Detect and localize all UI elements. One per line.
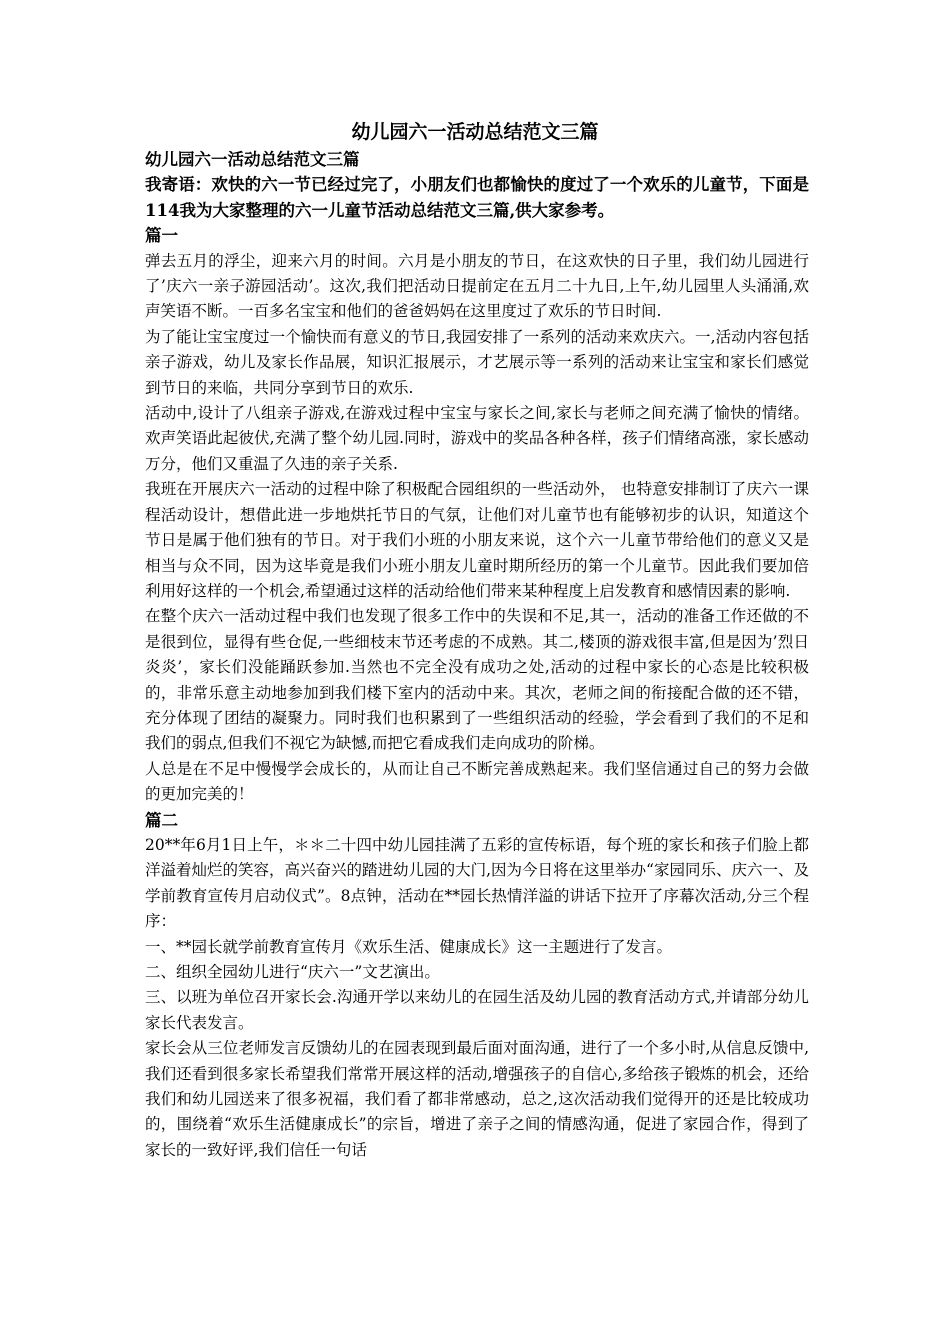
intro-paragraph: 我寄语：欢快的六一节已经过完了，小朋友们也都愉快的度过了一个欢乐的儿童节，下面是114我为大家整理的六一儿童节活动总结范文三篇,供大家参考。 [145,175,809,220]
paragraph: 20**年6月1日上午，＊＊二十四中幼儿园挂满了五彩的宣传标语，每个班的家长和孩子们脸上都洋溢着灿烂的笑容，高兴奋兴的踏进幼儿园的大门,因为今日将在这里举办“家园同乐、庆六一、及学前教育宣传月启动仪式”。8点钟，活动在**园长热情洋溢的讲话下拉开了序幕次活动,分三个程序： [145,835,809,931]
document-subtitle: 幼儿园六一活动总结范文三篇 [145,150,360,169]
paragraph: 弹去五月的浮尘，迎来六月的时间。六月是小朋友的节日，在这欢快的日子里，我们幼儿园进行了’庆六一亲子游园活动’。这次,我们把活动日提前定在五月二十九日,上午,幼儿园里人头涌涌,欢声笑语不断。一百多名宝宝和他们的爸爸妈妈在这里度过了欢乐的节日时间. [145,251,809,321]
paragraph: 我班在开展庆六一活动的过程中除了积极配合园组织的一些活动外， 也特意安排制订了庆六一课程活动设计，想借此进一步地烘托节日的气氛，让他们对儿童节也有能够初步的认识，知道这个节日是属于他们独有的节日。对于我们小班的小朋友来说，这个六一儿童节带给他们的意义又是相当与众不同，因为这毕竟是我们小班小朋友儿童时期所经历的第一个儿童节。因此我们要加倍利用好这样的一个机会,希望通过这样的活动给他们带来某种程度上启发教育和感情因素的影响. [145,480,809,600]
paragraph: 三、以班为单位召开家长会.沟通开学以来幼儿的在园生活及幼儿园的教育活动方式,并请部分幼儿家长代表发言。 [145,988,809,1032]
paragraph: 人总是在不足中慢慢学会成长的，从而让自己不断完善成熟起来。我们坚信通过自己的努力会做的更加完美的！ [145,759,809,804]
paragraph: 为了能让宝宝度过一个愉快而有意义的节日,我园安排了一系列的活动来欢庆六。一,活动内容包括亲子游戏，幼儿及家长作品展，知识汇报展示，才艺展示等一系列的活动来让宝宝和家长们感觉到节日的来临，共同分享到节日的欢乐. [145,327,809,397]
document-body [145,147,809,1163]
paragraph: 家长会从三位老师发言反馈幼儿的在园表现到最后面对面沟通，进行了一个多小时,从信息反馈中,我们还看到很多家长希望我们常常开展这样的活动,增强孩子的自信心,多给孩子锻炼的机会，还给我们和幼儿园送来了很多祝福，我们看了都非常感动，总之,这次活动我们觉得开的还是比较成功的，围绕着“欢乐生活健康成长”的宗旨，增进了亲子之间的情感沟通，促进了家园合作，得到了家长的一致好评,我们信任一句话 [145,1039,809,1159]
paragraph: 二、组织全园幼儿进行“庆六一”文艺演出。 [145,963,440,981]
paragraph: 一、**园长就学前教育宣传月《欢乐生活、健康成长》这一主题进行了发言。 [145,937,673,956]
section-heading-1: 篇一 [145,226,178,246]
section-heading-2: 篇二 [145,810,178,830]
paragraph: 活动中,设计了八组亲子游戏,在游戏过程中宝宝与家长之间,家长与老师之间充满了愉快的情绪。欢声笑语此起彼伏,充满了整个幼儿园.同时，游戏中的奖品各种各样，孩子们情绪高涨，家长感动万分，他们又重温了久违的亲子关系. [145,404,809,473]
document-title: 幼儿园六一活动总结范文三篇 [351,121,599,143]
paragraph: 在整个庆六一活动过程中我们也发现了很多工作中的失误和不足,其一，活动的准备工作还做的不是很到位，显得有些仓促,一些细枝末节还考虑的不成熟。其二,楼顶的游戏很丰富,但是因为’烈日炎炎’，家长们没能踊跃参加.当然也不完全没有成功之处,活动的过程中家长的心态是比较积极的，非常乐意主动地参加到我们楼下室内的活动中来。其次，老师之间的衔接配合做的还不错，充分体现了团结的凝聚力。同时我们也积累到了一些组织活动的经验，学会看到了我们的不足和我们的弱点,但我们不视它为缺憾,而把它看成我们走向成功的阶梯。 [145,607,809,753]
